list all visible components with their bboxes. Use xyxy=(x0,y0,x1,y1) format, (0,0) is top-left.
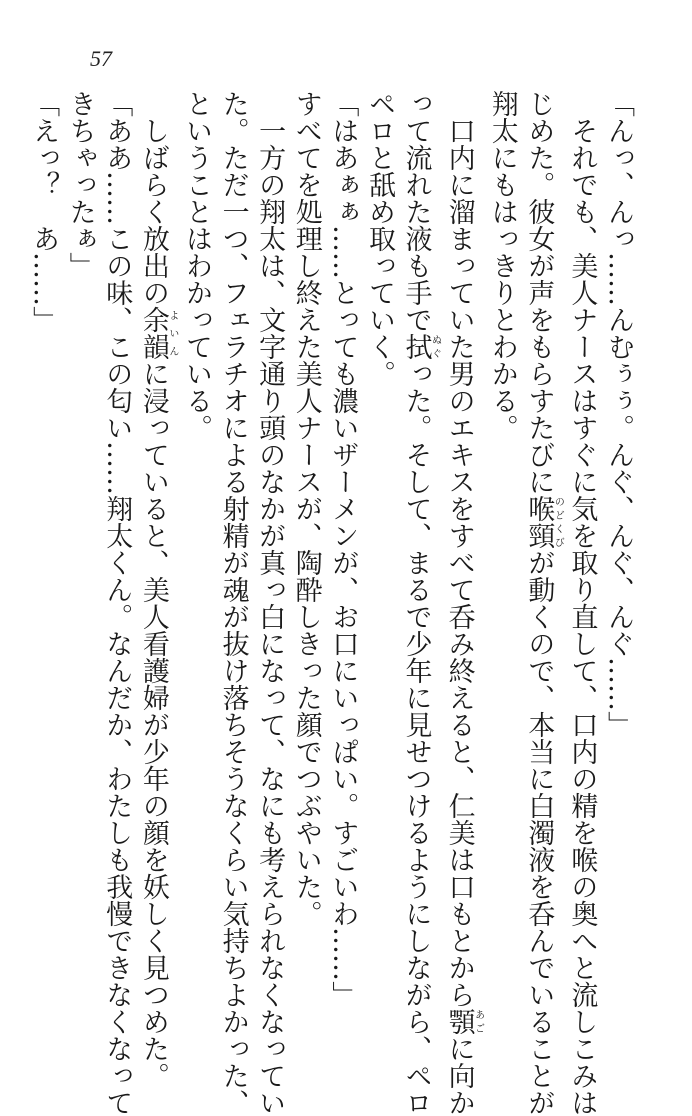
text-line: しばらく放出の余韻よいんに浸っていると、美人看護婦が少年の顔を妖しく見つめた。 xyxy=(137,117,178,1089)
text-line: 「ああ……この味、この匂い……翔太くん。なんだか、わたしも我慢できなくなって xyxy=(101,90,133,1116)
text-line: 翔太にもはっきりとわかる。 xyxy=(486,90,518,441)
text-line: 口内に溜まっていた男のエキスをすべて呑み終えると、仁美は口もとから顎あごに向か xyxy=(443,117,484,1116)
text-line: じめた。彼女が声をもらすたびに喉頸のどくびが動くので、本当に白濁液を呑んでいることが xyxy=(523,90,564,1116)
furigana: 喉頸のどくび xyxy=(523,495,564,549)
text-line: ペロと舐め取っていく。 xyxy=(363,90,395,387)
text-line: ということはわかっている。 xyxy=(180,90,212,441)
text-line: 「はあぁぁ……とっても濃いザーメンが、お口にいっぱい。すごいわ……」 xyxy=(327,90,359,1008)
text-line: 「えっ？ あ……」 xyxy=(28,90,60,333)
vertical-text-body xyxy=(28,90,636,1116)
text-line: それでも、美人ナースはすぐに気を取り直して、口内の精を喉の奥へと流しこみは xyxy=(566,117,598,1116)
furigana: 余韻よいん xyxy=(137,306,178,360)
furigana: 顎あご xyxy=(443,1008,484,1035)
text-line: きちゃったぁ」 xyxy=(64,90,96,279)
text-line: 「んっ、んっ……んむぅぅ。んぐ、んぐ、んぐ……」 xyxy=(603,90,634,738)
page-number: 57 xyxy=(90,46,112,71)
furigana: 拭ぬぐ xyxy=(400,333,441,360)
text-line: すべてを処理し終えた美人ナースが、陶酔しきった顔でつぶやいた。 xyxy=(290,90,322,927)
text-line: 一方の翔太は、文字通り頭のなかが真っ白になって、なにも考えられなくなってい xyxy=(254,117,286,1116)
text-line: って流れた液も手で拭ぬぐった。そして、まるで少年に見せつけるようにしながら、ペロ xyxy=(400,90,441,1116)
text-line: た。ただ一つ、フェラチオによる射精が魂が抜け落ちそうなくらい気持ちよかった、 xyxy=(217,90,249,1116)
